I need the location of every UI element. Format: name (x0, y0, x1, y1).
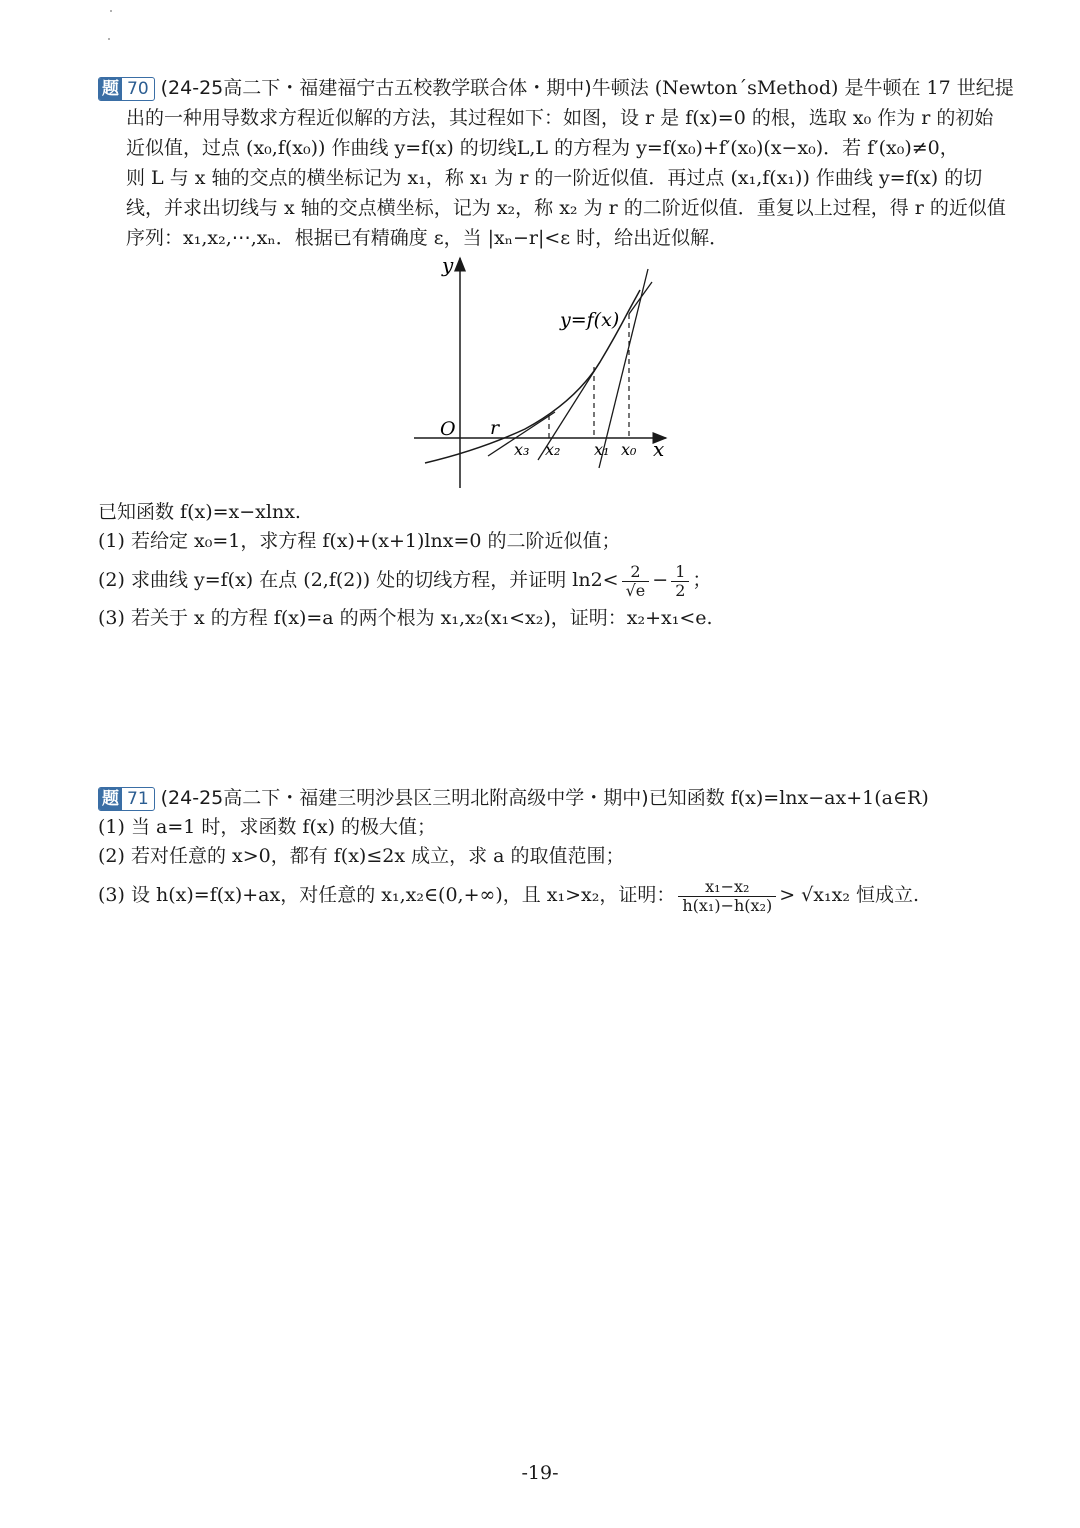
x1-label: x₁ (594, 440, 610, 459)
q70-line-2: 出的一种用导数求方程近似解的方法，其过程如下：如图，设 r 是 f(x)=0 的根，选取 x₀ 作为 r 的初始 (126, 107, 994, 129)
fraction-x-diff-over-h-diff: $\frac{\text{x₁−x₂}}{\text{h(x₁)−h(x₂)}}$ (678, 878, 776, 915)
q71-intro: 已知函数 f(x)=lnx−ax+1(a∈R) (648, 787, 929, 809)
newton-method-figure (410, 252, 680, 494)
x0-label: x₀ (621, 440, 637, 459)
y-axis-label: y (442, 253, 454, 277)
q70-part-3: (3) 若关于 x 的方程 f(x)=a 的两个根为 x₁,x₂(x₁<x₂)，证明：x₂+x₁<e. (98, 607, 713, 629)
q71-tag: 题 71 (98, 787, 155, 811)
scan-speck (110, 10, 112, 12)
page-number: -19- (521, 1462, 559, 1484)
q70-line-1: 牛顿法 (Newton´sMethod) 是牛顿在 17 世纪提 (591, 77, 1014, 99)
origin-label: O (440, 418, 456, 440)
tangent-extra (629, 282, 652, 314)
q71-part-3: (3) 设 h(x)=f(x)+ax，对任意的 x₁,x₂∈(0,+∞)，且 x₁>x₂，证明： $\frac{\text{x₁−x₂}}{\text{h(x₁)−h(x₂)}}$ > √x₁x₂ 恒成立. (98, 876, 920, 915)
q70-line-3: 近似值，过点 (x₀,f(x₀)) 作曲线 y=f(x) 的切线L,L 的方程为 y=f(x₀)+f′(x₀)(x−x₀)．若 f′(x₀)≠0， (126, 137, 959, 159)
q70-given: 已知函数 f(x)=x−xlnx. (98, 501, 301, 523)
fraction-1-over-2: $\frac{1}{2}$ (671, 563, 689, 600)
q71-part-1: (1) 当 a=1 时，求函数 f(x) 的极大值； (98, 816, 437, 838)
q70-tag: 题 70 (98, 77, 155, 101)
q71-source: (24-25高二下・福建三明沙县区三明北附高级中学・期中) (160, 787, 649, 809)
fraction-2-over-sqrt-e: $\frac{2}{√e}$ (622, 563, 650, 600)
x-axis-label: x (653, 437, 665, 461)
q70-part-1: (1) 若给定 x₀=1，求方程 f(x)+(x+1)lnx=0 的二阶近似值； (98, 530, 621, 552)
q70-line-5: 线，并求出切线与 x 轴的交点横坐标，记为 x₂，称 x₂ 为 r 的二阶近似值．重复以上过程，得 r 的近似值 (126, 197, 1006, 219)
q70-source: (24-25高二下・福建福宁古五校教学联合体・期中) (160, 77, 592, 99)
q71-header-line (98, 783, 929, 813)
q70-line-6: 序列：x₁,x₂,⋯,xₙ．根据已有精确度 ε，当 |xₙ−r|<ε 时，给出近似解． (126, 227, 729, 249)
q70-part-2: (2) 求曲线 y=f(x) 在点 (2,f(2)) 处的切线方程，并证明 ln2< $\frac{2}{√e}$ − $\frac{1}{2}$ ； (98, 561, 712, 600)
scan-speck (108, 38, 110, 40)
root-label: r (490, 417, 500, 439)
x3-label: x₃ (514, 440, 530, 459)
curve-label: y=f(x) (560, 309, 620, 331)
q71-part-2: (2) 若对任意的 x>0，都有 f(x)≤2x 成立，求 a 的取值范围； (98, 845, 625, 867)
x2-label: x₂ (545, 440, 561, 459)
q70-header-line (98, 73, 1014, 103)
q70-line-4: 则 L 与 x 轴的交点的横坐标记为 x₁，称 x₁ 为 r 的一阶近似值．再过点 (x₁,f(x₁)) 作曲线 y=f(x) 的切 (126, 167, 983, 189)
